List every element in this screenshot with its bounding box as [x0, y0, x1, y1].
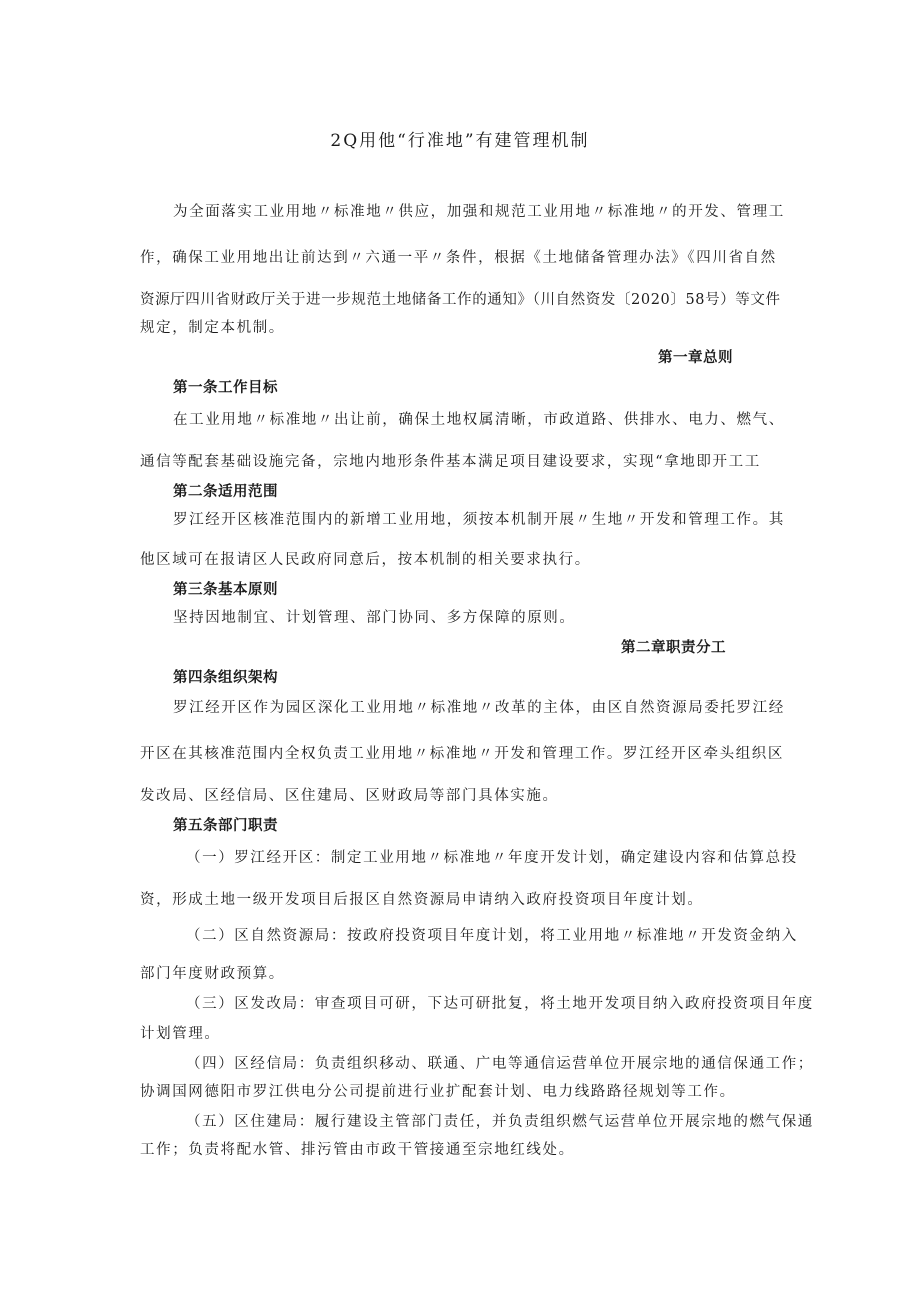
- article-5-line-2: 资，形成土地一级开发项目后报区自然资源局申请纳入政府投资项目年度计划。: [140, 892, 704, 908]
- article-2-line-1: 罗江经开区核准范围内的新增工业用地，须按本机制开展〃生地〃开发和管理工作。其: [173, 512, 785, 528]
- article-4-line-2: 开区在其核准范围内全权负责工业用地〃标准地〃开发和管理工作。罗江经开区牵头组织区: [140, 746, 784, 762]
- article-3-heading: 第三条基本原则: [173, 582, 278, 598]
- document-title: 2Q用他“行准地”有建管理机制: [330, 131, 590, 151]
- article-4-line-1: 罗江经开区作为园区深化工业用地〃标准地〃改革的主体，由区自然资源局委托罗江经: [173, 700, 785, 716]
- article-4-line-3: 发改局、区经信局、区住建局、区财政局等部门具体实施。: [140, 788, 559, 804]
- article-5-line-7: （四）区经信局：负责组织移动、联通、广电等通信运营单位开展宗地的通信保通工作；: [186, 1056, 814, 1072]
- intro-line-1: 为全面落实工业用地〃标准地〃供应，加强和规范工业用地〃标准地〃的开发、管理工: [173, 204, 785, 220]
- chapter-2-heading: 第二章职责分工: [621, 640, 726, 656]
- article-1-heading: 第一条工作目标: [173, 380, 278, 396]
- chapter-1-heading: 第一章总则: [658, 350, 733, 366]
- article-3-line-1: 坚持因地制宜、计划管理、部门协同、多方保障的原则。: [173, 610, 576, 626]
- article-5-line-8: 协调国网德阳市罗江供电分公司提前进行业扩配套计划、电力线路路径规划等工作。: [140, 1084, 736, 1100]
- article-5-line-4: 部门年度财政预算。: [140, 966, 285, 982]
- intro-line-4: 规定，制定本机制。: [140, 320, 285, 336]
- article-5-line-1: （一）罗江经开区：制定工业用地〃标准地〃年度开发计划，确定建设内容和估算总投: [186, 850, 798, 866]
- article-2-line-2: 他区域可在报请区人民政府同意后，按本机制的相关要求执行。: [140, 552, 591, 568]
- article-4-heading: 第四条组织架构: [173, 670, 278, 686]
- article-2-heading: 第二条适用范围: [173, 484, 278, 500]
- article-1-line-1: 在工业用地〃标准地〃出让前，确保土地权属清晰，市政道路、供排水、电力、燃气、: [173, 412, 785, 428]
- intro-line-3: 资源厅四川省财政厅关于进一步规范土地储备工作的通知》（川自然资发〔2020〕58号）等文件: [140, 292, 781, 308]
- article-1-line-2: 通信等配套基础设施完备，宗地内地形条件基本满足项目建设要求，实现“拿地即开工工: [140, 454, 761, 470]
- article-5-line-10: 工作；负责将配水管、排污管由市政干管接通至宗地红线处。: [140, 1142, 575, 1158]
- article-5-line-5: （三）区发改局：审查项目可研，下达可研批复，将土地开发项目纳入政府投资项目年度: [186, 996, 814, 1012]
- article-5-heading: 第五条部门职责: [173, 818, 278, 834]
- article-5-line-9: （五）区住建局：履行建设主管部门责任，并负责组织燃气运营单位开展宗地的燃气保通: [186, 1114, 814, 1130]
- article-5-line-6: 计划管理。: [140, 1026, 221, 1042]
- intro-line-2: 作，确保工业用地出让前达到〃六通一平〃条件，根据《土地储备管理办法》《四川省自然: [140, 250, 777, 266]
- article-5-line-3: （二）区自然资源局：按政府投资项目年度计划，将工业用地〃标准地〃开发资金纳入: [186, 928, 798, 944]
